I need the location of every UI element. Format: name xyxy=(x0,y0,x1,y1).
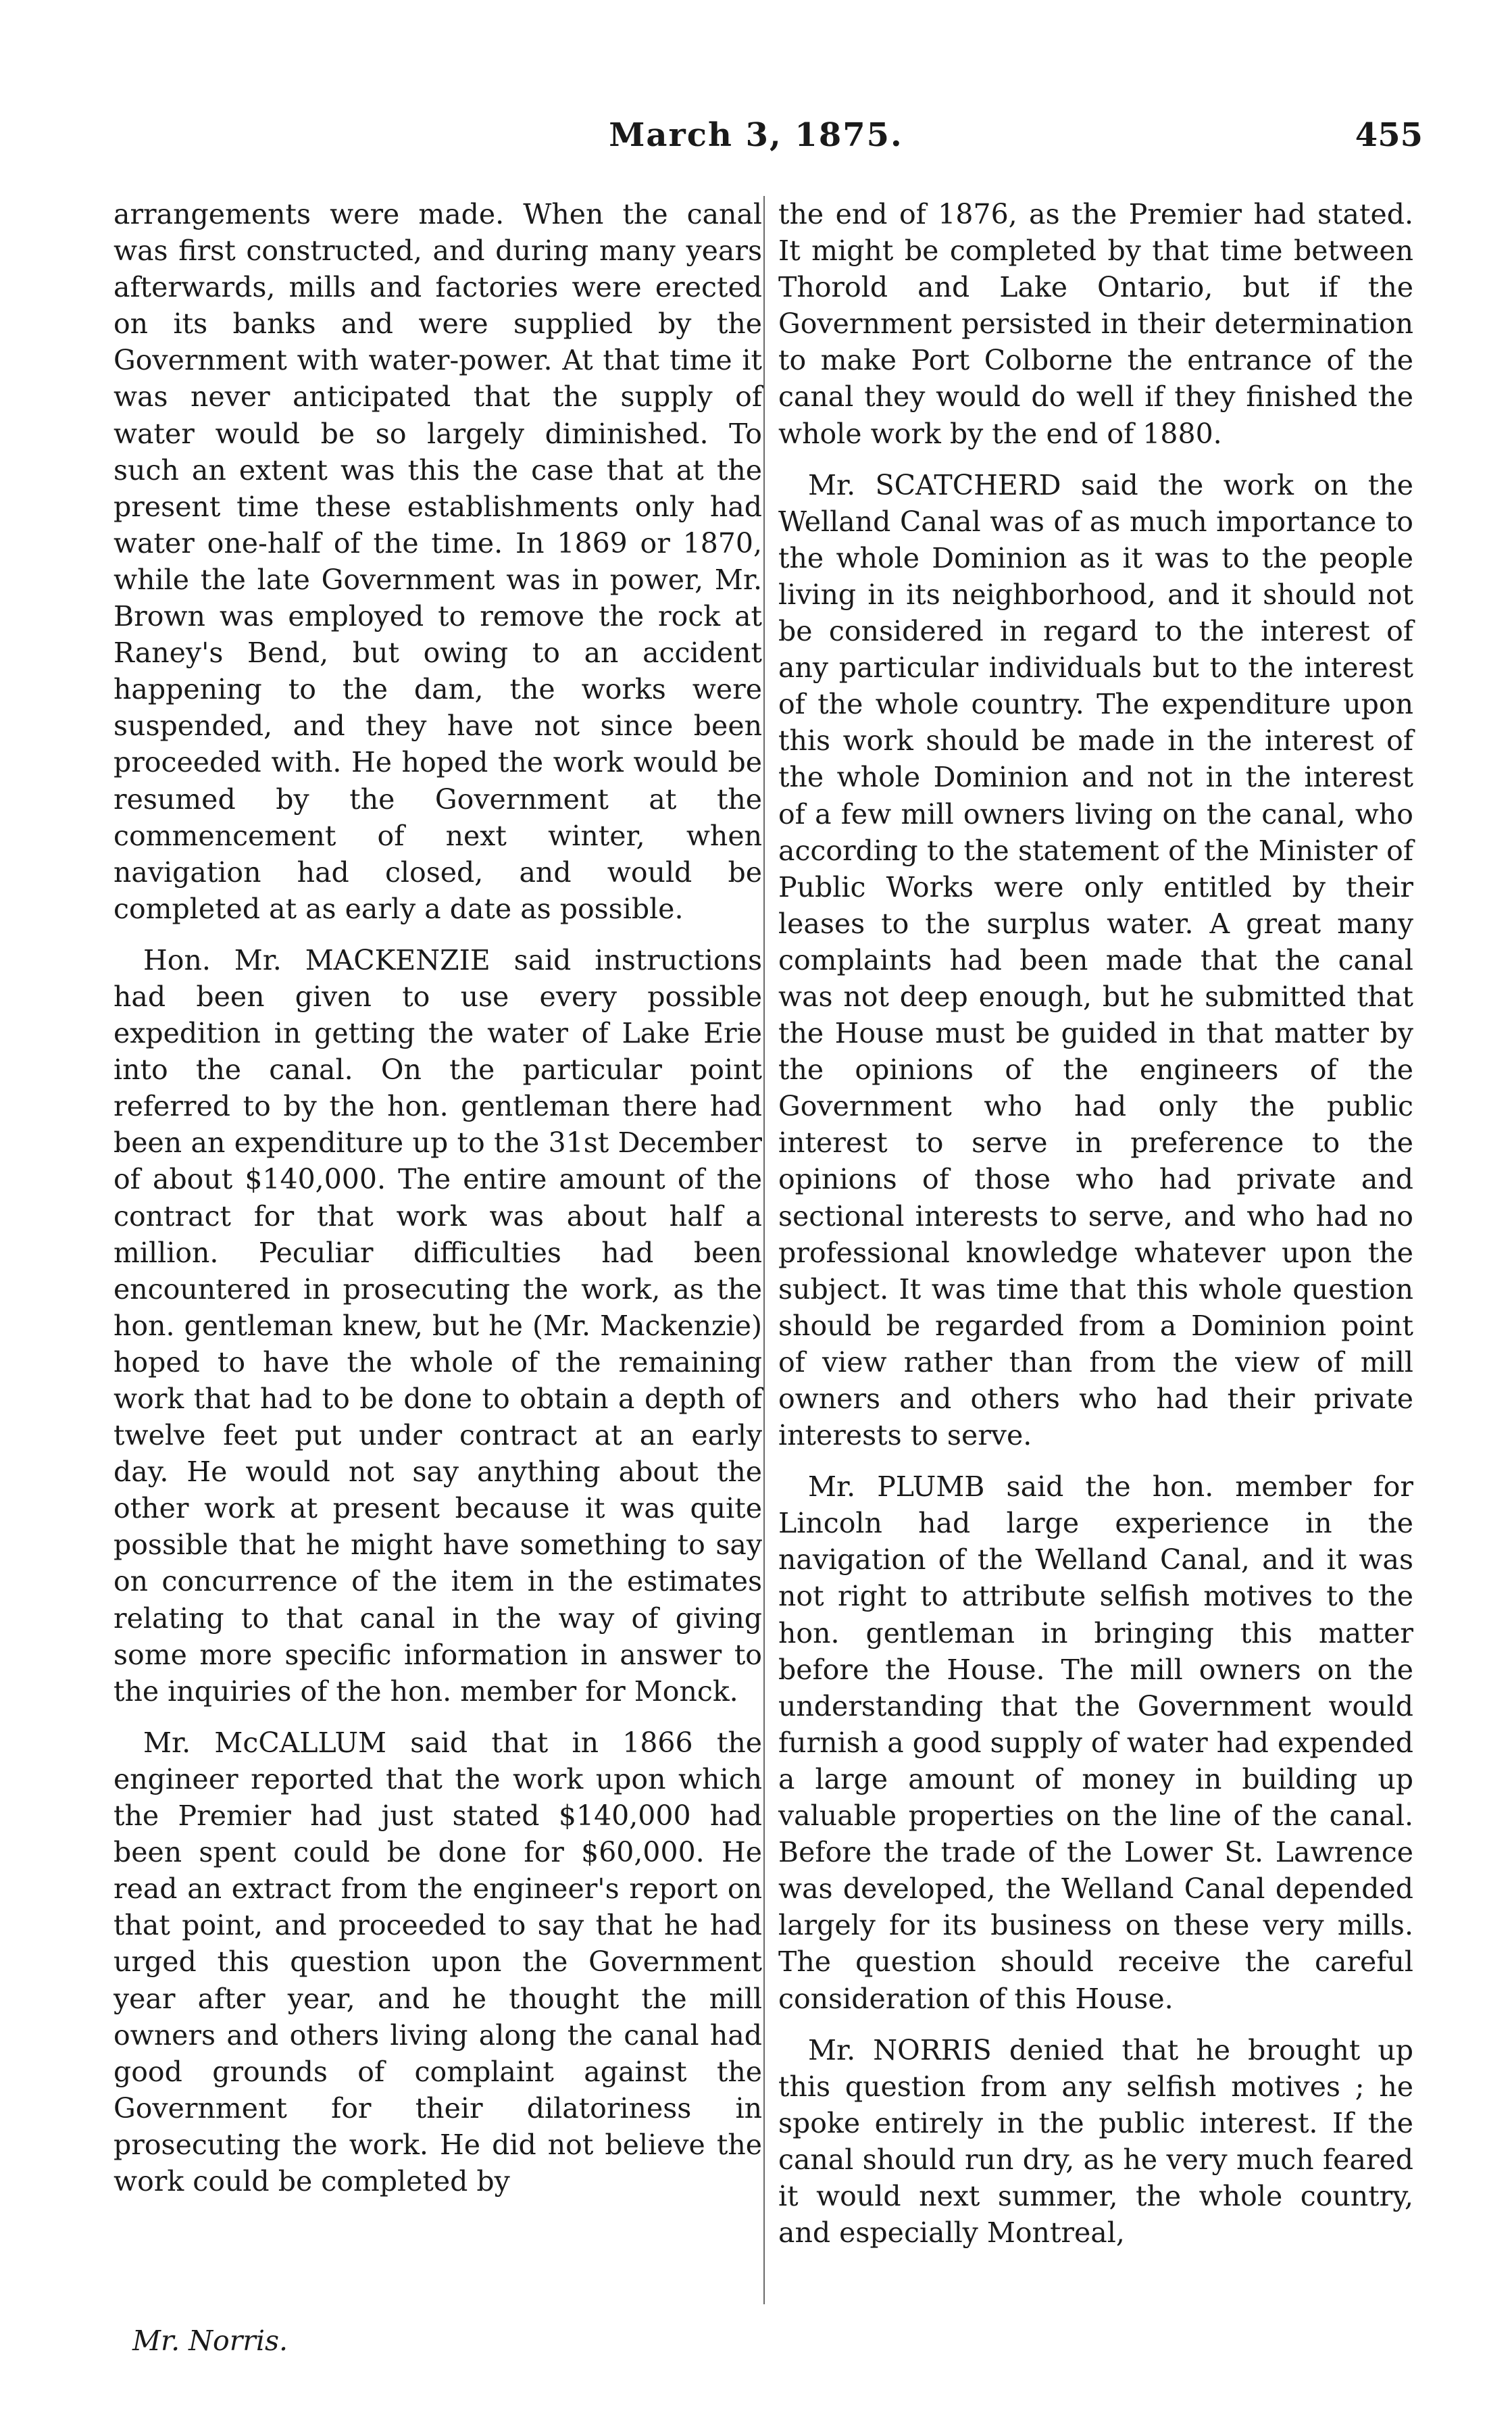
paragraph-continuation-right: the end of 1876, as the Premier had stated. It might be completed by that time between Thorold and Lake Ontario, but if the Government persisted in their determination to make Port Colborne the entrance of the canal they would do well if they finished the whole work by the end of 1880. xyxy=(778,198,1413,450)
right-column xyxy=(778,196,1413,2266)
paragraph-norris: Mr. NORRIS denied that he brought up this question from any selfish motives ; he spoke entirely in the public interest. If the canal should run dry, as he very much feared it would next summer, the whole country, and especially Montreal, xyxy=(778,2033,1413,2250)
footer-catchword: Mr. Norris. xyxy=(132,2325,288,2357)
paragraph-mccallum: Mr. McCALLUM said that in 1866 the engineer reported that the work upon which the Premier had just stated $140,000 had been spent could be done for $60,000. He read an extract from the engineer's report on that point, and proceeded to say that he had urged this question upon the Government year after year, and he thought the mill owners and others living along the canal had good grounds of complaint against the Government for their dilatoriness in prosecuting the work. He did not believe the work could be completed by xyxy=(114,1726,762,2197)
paragraph-mackenzie: Hon. Mr. MACKENZIE said instructions had been given to use every possible expedition in getting the water of Lake Erie into the canal. On the particular point referred to by the hon. gentleman there had been an expenditure up to the 31st December of about $140,000. The entire amount of the contract for that work was about half a million. Peculiar difficulties had been encountered in prosecuting the work, as the hon. gentleman knew, but he (Mr. Mackenzie) hoped to have the whole of the remaining work that had to be done to obtain a depth of twelve feet put under contract at an early day. He would not say anything about the other work at present because it was quite possible that he might have something to say on concurrence of the item in the estimates relating to that canal in the way of giving some more specific information in answer to the inquiries of the hon. member for Monck. xyxy=(114,943,762,1708)
paragraph-continuation: arrangements were made. When the canal was first constructed, and during many years afterwards, mills and factories were erected on its banks and were supplied by the Government with water-power. At that time it was never anticipated that the supply of water would be so largely diminished. To such an extent was this the case that at the present time these establishments only had water one-half of the time. In 1869 or 1870, while the late Government was in power, Mr. Brown was employed to remove the rock at Raney's Bend, but owing to an accident happening to the dam, the works were suspended, and they have not since been proceeded with. He hoped the work would be resumed by the Government at the commencement of next winter, when navigation had closed, and would be completed at as early a date as possible. xyxy=(114,198,762,925)
running-header xyxy=(0,107,1512,161)
paragraph-plumb: Mr. PLUMB said the hon. member for Lincoln had large experience in the navigation of the Welland Canal, and it was not right to attribute selfish motives to the hon. gentleman in bringing this matter before the House. The mill owners on the understanding that the Government would furnish a good supply of water had expended a large amount of money in building up valuable properties on the line of the canal. Before the trade of the Lower St. Lawrence was developed, the Welland Canal depended largely for its business on these very mills. The question should receive the careful consideration of this House. xyxy=(778,1470,1413,2015)
page-number: 455 xyxy=(1355,116,1423,154)
column-divider xyxy=(763,196,765,2304)
left-column xyxy=(114,196,762,2214)
paragraph-scatcherd: Mr. SCATCHERD said the work on the Welland Canal was of as much importance to the whole Dominion as it was to the people living in its neighborhood, and it should not be considered in regard to the interest of any particular individuals but to the interest of the whole country. The expenditure upon this work should be made in the interest of the whole Dominion and not in the interest of a few mill owners living on the canal, who according to the statement of the Minister of Public Works were only entitled by their leases to the surplus water. A great many complaints had been made that the canal was not deep enough, but he submitted that the House must be guided in that matter by the opinions of the engineers of the Government who had only the public interest to serve in preference to the opinions of those who had private and sectional interests to serve, and who had no professional knowledge whatever upon the subject. It was time that this whole question should be regarded from a Dominion point of view rather than from the view of mill owners and others who had their private interests to serve. xyxy=(778,468,1413,1452)
header-date: March 3, 1875. xyxy=(609,116,903,154)
